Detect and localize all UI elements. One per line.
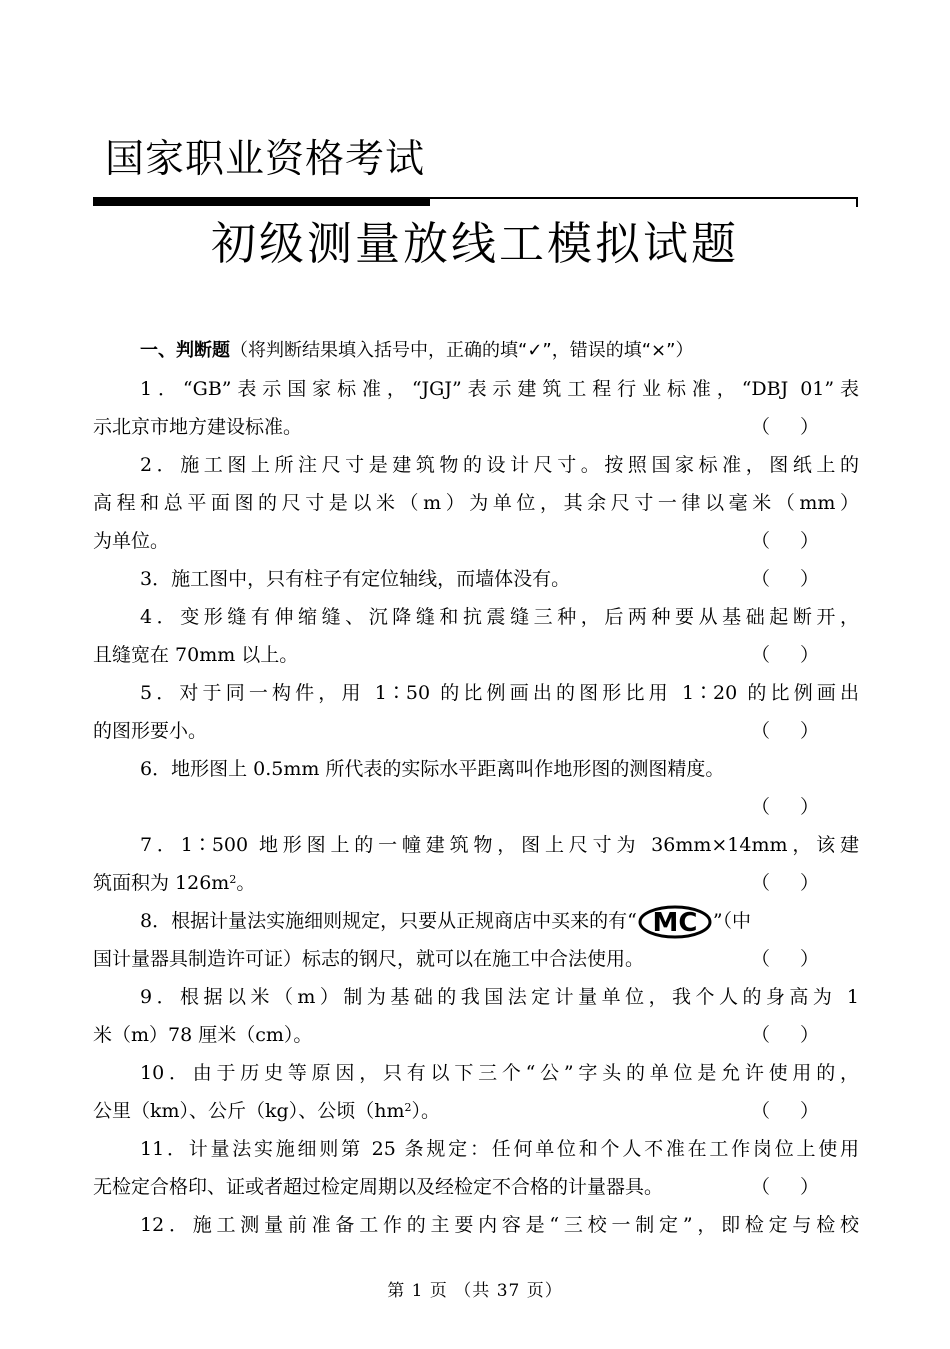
question-text: 米（m）78 厘米（cm）。 xyxy=(93,1024,313,1046)
question-text: 公里（km）、公斤（kg）、公顷（hm xyxy=(93,1100,405,1122)
question-line: 5．对于同一构件，用 1∶50 的比例画出的图形比用 1∶20 的比例画出 xyxy=(140,682,859,704)
mc-license-logo xyxy=(637,905,713,939)
question-line: 2．施工图上所注尺寸是建筑物的设计尺寸。按照国家标准，图纸上的 xyxy=(140,454,859,476)
question-text: 且缝宽在 70mm 以上。 xyxy=(93,644,299,666)
exam-category-title: 国家职业资格考试 xyxy=(105,137,426,182)
section-instruction: （将判断结果填入括号中，正确的填“✓”，错误的填“×”） xyxy=(230,340,694,361)
section-heading xyxy=(93,332,859,370)
document-title: 初级测量放线工模拟试题 xyxy=(210,217,739,270)
question-line: 11．计量法实施细则第 25 条规定：任何单位和个人不准在工作岗位上使用 xyxy=(140,1138,859,1160)
question-line: 4．变形缝有伸缩缝、沉降缝和抗震缝三种，后两种要从基础起断开， xyxy=(140,606,859,628)
answer-blank[interactable]: （） xyxy=(750,1100,849,1122)
page-footer: 第 1 页 （共 37 页） xyxy=(387,1281,563,1301)
question-line xyxy=(93,636,859,674)
question-line xyxy=(93,408,859,446)
question-line xyxy=(93,522,859,560)
question-list xyxy=(93,332,859,1244)
question-text: ）。 xyxy=(411,1100,440,1122)
question-line xyxy=(93,788,859,826)
question-line xyxy=(93,712,859,750)
question-line xyxy=(93,1016,859,1054)
question-line: 高程和总平面图的尺寸是以米（m）为单位，其余尺寸一律以毫米（mm） xyxy=(93,492,859,514)
question-text: 为单位。 xyxy=(93,530,170,552)
mc-logo-text: MC xyxy=(652,908,698,938)
question-line: 9．根据以米（m）制为基础的我国法定计量单位，我个人的身高为 1 xyxy=(140,986,859,1008)
answer-blank[interactable]: （） xyxy=(750,796,849,818)
question-line xyxy=(93,902,859,940)
question-line xyxy=(93,940,859,978)
header-rule-tick xyxy=(856,197,858,207)
answer-blank[interactable]: （） xyxy=(750,644,849,666)
question-text: 国计量器具制造许可证）标志的钢尺，就可以在施工中合法使用。 xyxy=(93,948,645,970)
question-line: 7．1∶500 地形图上的一幢建筑物，图上尺寸为 36mm×14mm，该建 xyxy=(140,834,859,856)
question-text: 筑面积为 126m xyxy=(93,872,230,894)
question-text: 。 xyxy=(236,872,256,894)
answer-blank[interactable]: （） xyxy=(750,416,849,438)
question-line xyxy=(93,864,859,902)
header-rule-thick xyxy=(93,197,430,206)
question-text: 8．根据计量法实施细则规定，只要从正规商店中买来的有“ xyxy=(140,910,637,932)
question-text: 无检定合格印、证或者超过检定周期以及经检定不合格的计量器具。 xyxy=(93,1176,664,1198)
answer-blank[interactable]: （） xyxy=(750,720,849,742)
question-line: 1．“GB”表示国家标准，“JGJ”表示建筑工程行业标准，“DBJ 01”表 xyxy=(140,378,859,400)
section-heading-label: 一、判断题 xyxy=(140,340,230,361)
superscript: 2 xyxy=(229,873,237,886)
question-line xyxy=(93,1092,859,1130)
question-line: 10．由于历史等原因，只有以下三个“公”字头的单位是允许使用的， xyxy=(140,1062,859,1084)
question-line: 6．地形图上 0.5mm 所代表的实际水平距离叫作地形图的测图精度。 xyxy=(140,758,725,780)
header-rule-thin xyxy=(430,197,858,199)
answer-blank[interactable]: （） xyxy=(750,568,849,590)
question-line xyxy=(93,560,859,598)
question-line: 12．施工测量前准备工作的主要内容是“三校一制定”，即检定与检校 xyxy=(140,1214,859,1236)
question-text: ”（中 xyxy=(712,910,752,932)
question-line xyxy=(93,1168,859,1206)
answer-blank[interactable]: （） xyxy=(750,872,849,894)
question-text: 示北京市地方建设标准。 xyxy=(93,416,303,438)
answer-blank[interactable]: （） xyxy=(750,530,849,552)
answer-blank[interactable]: （） xyxy=(750,1176,849,1198)
question-text: 的图形要小。 xyxy=(93,720,208,742)
answer-blank[interactable]: （） xyxy=(750,948,849,970)
question-text: 3．施工图中，只有柱子有定位轴线，而墙体没有。 xyxy=(140,568,571,590)
answer-blank[interactable]: （） xyxy=(750,1024,849,1046)
superscript: 2 xyxy=(404,1101,412,1114)
